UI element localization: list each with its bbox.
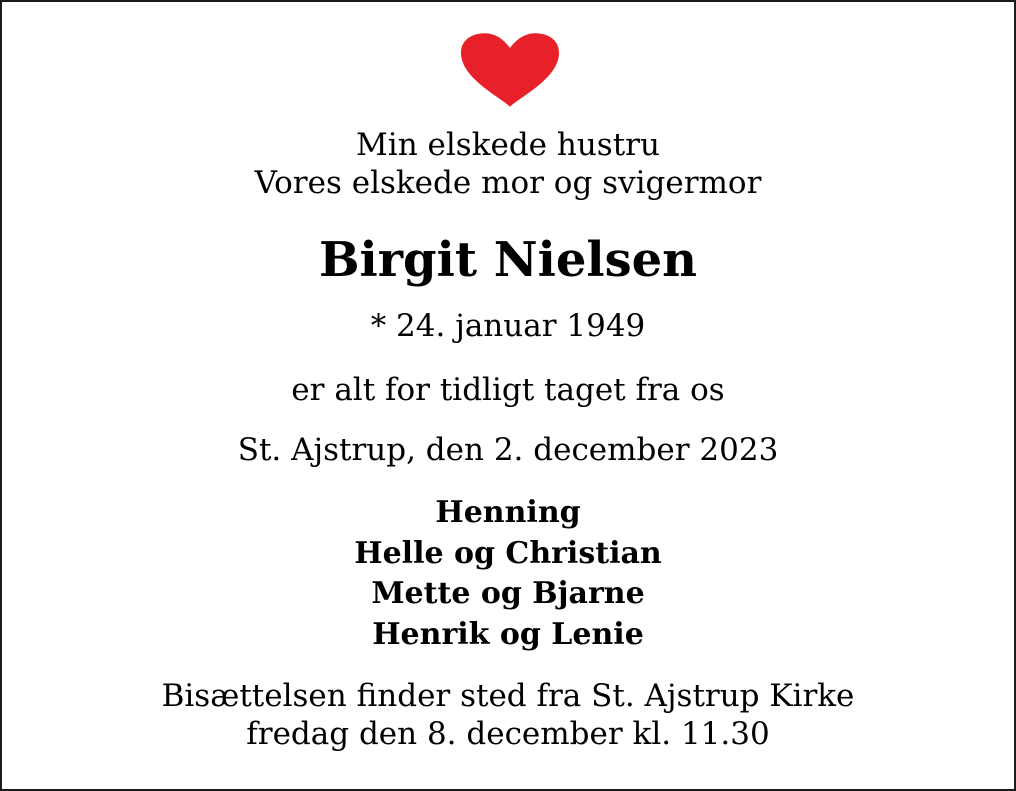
funeral-line-2: fredag den 8. december kl. 11.30: [246, 716, 770, 752]
family-member: Helle og Christian: [354, 535, 662, 571]
family-member: Henning: [435, 495, 581, 530]
birth-date: * 24. januar 1949: [370, 308, 646, 344]
intro-line-2: Vores elskede mor og svigermor: [254, 165, 762, 201]
heart-shape: [461, 33, 559, 107]
family-member: Henrik og Lenie: [372, 616, 644, 652]
intro-text: [2, 126, 1014, 202]
heart-icon: [461, 33, 559, 107]
family-list: [2, 493, 1014, 655]
place-date: St. Ajstrup, den 2. december 2023: [237, 432, 779, 468]
funeral-line-1: Bisættelsen finder sted fra St. Ajstrup Kirke: [161, 678, 855, 714]
message-text: er alt for tidligt taget fra os: [291, 372, 725, 408]
funeral-info: [2, 677, 1014, 753]
family-member: Mette og Bjarne: [371, 576, 645, 611]
deceased-name: Birgit Nielsen: [318, 232, 698, 288]
intro-line-1: Min elskede hustru: [356, 127, 660, 163]
